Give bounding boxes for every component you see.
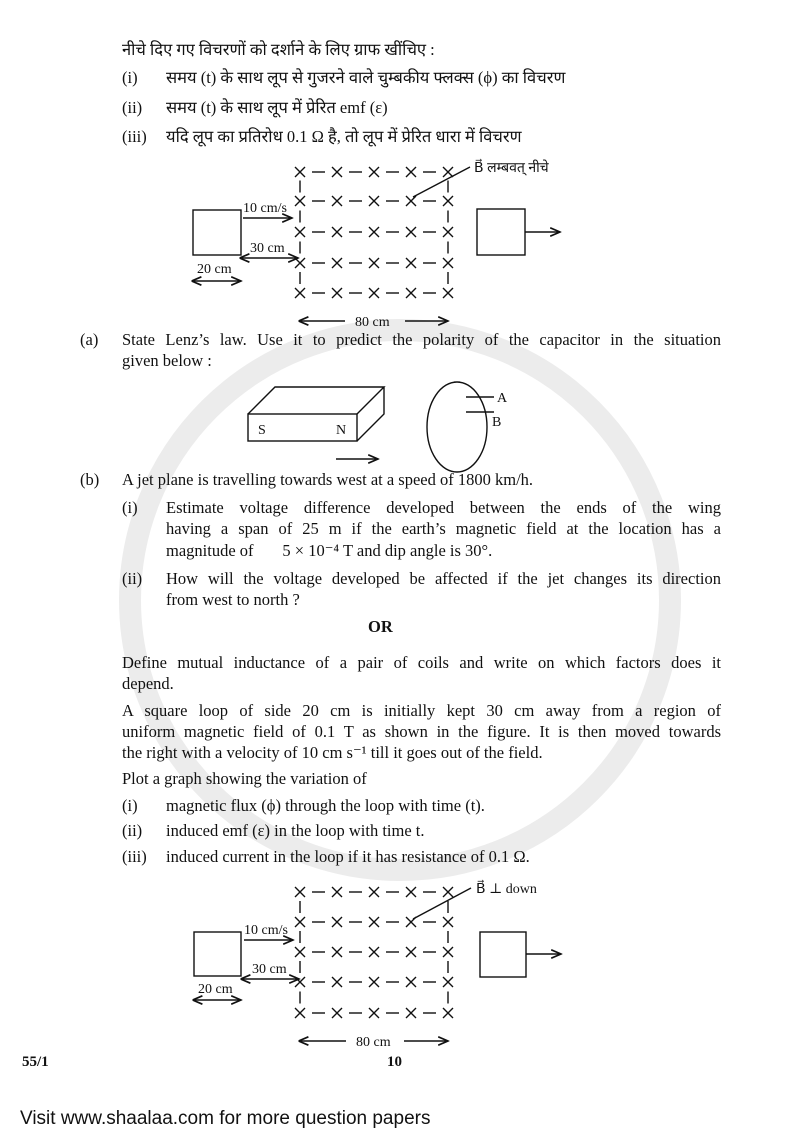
cross-icon bbox=[443, 977, 453, 987]
alt-loop-text: uniform magnetic field of 0.1 T as shown in the figure. It is then moved towards bbox=[122, 722, 721, 741]
cross-icon bbox=[332, 977, 342, 987]
cross-icon bbox=[443, 196, 453, 206]
page-number: 10 bbox=[387, 1054, 402, 1070]
cross-icon bbox=[332, 947, 342, 957]
alt-plot-text: Plot a graph showing the variation of bbox=[122, 769, 367, 788]
alt-item-text: induced current in the loop if it has resistance of 0.1 Ω. bbox=[166, 847, 530, 866]
alt-define-text: Define mutual inductance of a pair of coils and write on which factors does it bbox=[122, 653, 721, 672]
cross-icon bbox=[406, 887, 416, 897]
width-label: 80 cm bbox=[356, 1035, 391, 1050]
cross-icon bbox=[406, 196, 416, 206]
speed-label: 10 cm/s bbox=[244, 923, 288, 938]
alt-item-text: magnetic flux (ϕ) through the loop with time (t). bbox=[166, 796, 485, 815]
plate-a-label: A bbox=[497, 391, 508, 406]
cross-icon bbox=[369, 1008, 379, 1018]
square-loop-exit bbox=[480, 932, 526, 977]
alt-loop-text: A square loop of side 20 cm is initially kept 30 cm away from a region of bbox=[122, 701, 721, 720]
part-b-item-num: (ii) bbox=[122, 569, 143, 588]
alt-loop-text: the right with a velocity of 10 cm s⁻¹ till it goes out of the field. bbox=[122, 743, 543, 762]
cross-icon bbox=[295, 227, 305, 237]
field-figure-english bbox=[194, 879, 561, 1050]
cross-icon bbox=[369, 947, 379, 957]
gap-label: 30 cm bbox=[250, 241, 285, 256]
pointer-line bbox=[413, 888, 471, 919]
square-loop bbox=[194, 932, 241, 976]
part-b-item-text: magnitude of 5 × 10⁻⁴ T and dip angle is 30°. bbox=[166, 541, 493, 560]
magnetic-field-region bbox=[295, 887, 453, 1018]
part-a-num: (a) bbox=[80, 330, 99, 349]
alt-define-text: depend. bbox=[122, 674, 174, 693]
cross-icon bbox=[369, 167, 379, 177]
part-b-item-text: How will the voltage developed be affected if the jet changes its direction bbox=[166, 569, 721, 588]
cross-icon bbox=[369, 288, 379, 298]
width-label: 80 cm bbox=[355, 315, 390, 330]
visit-link[interactable]: Visit www.shaalaa.com for more question papers bbox=[20, 1108, 431, 1129]
cross-icon bbox=[332, 167, 342, 177]
magnetic-field-region bbox=[295, 167, 453, 298]
cross-icon bbox=[369, 977, 379, 987]
part-b-text: A jet plane is travelling towards west at a speed of 1800 km/h. bbox=[122, 470, 534, 489]
coil-loop bbox=[427, 382, 487, 472]
field-figure-hindi bbox=[193, 158, 560, 330]
cross-icon bbox=[406, 1008, 416, 1018]
cross-icon bbox=[406, 258, 416, 268]
hindi-item-num: (iii) bbox=[122, 127, 147, 146]
cross-icon bbox=[295, 258, 305, 268]
hindi-item-num: (i) bbox=[122, 68, 138, 87]
magnet-capacitor-figure bbox=[248, 382, 508, 472]
cross-icon bbox=[332, 917, 342, 927]
cross-icon bbox=[443, 887, 453, 897]
cross-icon bbox=[369, 917, 379, 927]
cross-icon bbox=[295, 887, 305, 897]
cross-icon bbox=[295, 1008, 305, 1018]
plate-b-label: B bbox=[492, 415, 502, 430]
part-a-text: State Lenz’s law. Use it to predict the polarity of the capacitor in the situation bbox=[122, 330, 721, 349]
cross-icon bbox=[332, 288, 342, 298]
cross-icon bbox=[406, 977, 416, 987]
paper-code: 55/1 bbox=[22, 1054, 49, 1070]
b-field-label: B⃗ लम्बवत् नीचे bbox=[474, 161, 549, 176]
cross-icon bbox=[406, 227, 416, 237]
cross-icon bbox=[443, 258, 453, 268]
cross-icon bbox=[443, 227, 453, 237]
cross-icon bbox=[332, 258, 342, 268]
pointer-line bbox=[413, 167, 470, 197]
cross-icon bbox=[295, 196, 305, 206]
part-b-item-text: from west to north ? bbox=[166, 590, 300, 609]
cross-icon bbox=[443, 917, 453, 927]
cross-icon bbox=[332, 887, 342, 897]
speed-label: 10 cm/s bbox=[243, 201, 287, 216]
cross-icon bbox=[443, 947, 453, 957]
hindi-item-text: समय (t) के साथ लूप से गुजरने वाले चुम्बकीय फ्लक्स (ϕ) का विचरण bbox=[166, 68, 566, 87]
cross-icon bbox=[295, 917, 305, 927]
cross-icon bbox=[406, 167, 416, 177]
cross-icon bbox=[369, 196, 379, 206]
gap-label: 30 cm bbox=[252, 962, 287, 977]
hindi-item-text: यदि लूप का प्रतिरोध 0.1 Ω है, तो लूप में प्रेरित धारा में विचरण bbox=[166, 127, 522, 146]
alt-item-num: (i) bbox=[122, 796, 138, 815]
square-loop-exit bbox=[477, 209, 525, 255]
cross-icon bbox=[369, 887, 379, 897]
side-label: 20 cm bbox=[198, 982, 233, 997]
cross-icon bbox=[443, 1008, 453, 1018]
cross-icon bbox=[295, 947, 305, 957]
alt-item-num: (iii) bbox=[122, 847, 147, 866]
cross-icon bbox=[406, 947, 416, 957]
cross-icon bbox=[443, 167, 453, 177]
hindi-intro: नीचे दिए गए विचरणों को दर्शाने के लिए ग्राफ खींचिए : bbox=[122, 40, 435, 59]
part-b-item-text: Estimate voltage difference developed between the ends of the wing bbox=[166, 498, 721, 517]
cross-icon bbox=[406, 288, 416, 298]
cross-icon bbox=[332, 196, 342, 206]
cross-icon bbox=[295, 167, 305, 177]
part-a-text: given below : bbox=[122, 351, 212, 370]
square-loop bbox=[193, 210, 241, 255]
alt-item-num: (ii) bbox=[122, 821, 143, 840]
b-field-label: B⃗ ⊥ down bbox=[476, 882, 537, 897]
cross-icon bbox=[369, 227, 379, 237]
cross-icon bbox=[369, 258, 379, 268]
hindi-item-text: समय (t) के साथ लूप में प्रेरित emf (ε) bbox=[166, 98, 388, 117]
hindi-item-num: (ii) bbox=[122, 98, 143, 117]
alt-item-text: induced emf (ε) in the loop with time t. bbox=[166, 821, 425, 840]
part-b-item-num: (i) bbox=[122, 498, 138, 517]
part-b-num: (b) bbox=[80, 470, 100, 489]
side-label: 20 cm bbox=[197, 262, 232, 277]
cross-icon bbox=[332, 1008, 342, 1018]
south-pole-label: S bbox=[258, 423, 266, 438]
cross-icon bbox=[332, 227, 342, 237]
cross-icon bbox=[295, 288, 305, 298]
cross-icon bbox=[443, 288, 453, 298]
part-b-item-text: having a span of 25 m if the earth’s magnetic field at the location has a bbox=[166, 519, 721, 538]
north-pole-label: N bbox=[336, 423, 347, 438]
or-label: OR bbox=[368, 617, 393, 636]
